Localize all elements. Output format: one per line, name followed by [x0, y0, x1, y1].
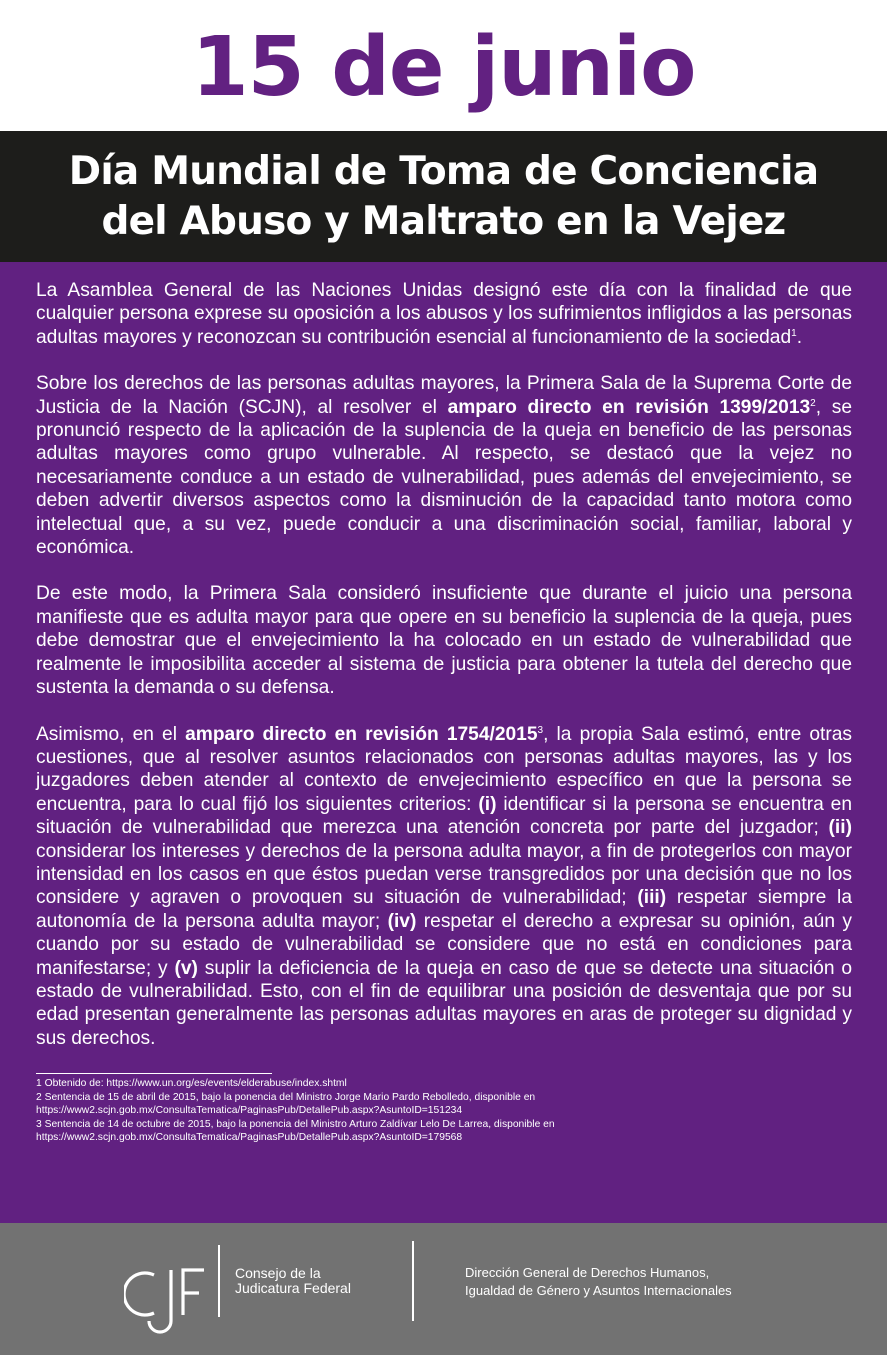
footnotes	[36, 1077, 852, 1145]
organization-name-line-1: Consejo de la	[235, 1265, 321, 1281]
main-content	[0, 262, 887, 1223]
logo-divider	[218, 1245, 220, 1317]
paragraph-4	[36, 723, 852, 1051]
date-header	[0, 0, 887, 131]
department-name	[465, 1264, 732, 1300]
organization-name-line-2: Judicatura Federal	[235, 1280, 351, 1296]
criterion-iii-label: (iii)	[637, 887, 667, 909]
criterion-ii-label: (ii)	[828, 817, 852, 839]
criterion-ii-text: considerar los intereses y derechos de la persona adulta mayor, a fin de protegerlos con mayor intensidad en los casos en que éstos puedan verse transgredidos por una decisión que no los considere y agraven o provoquen su situación de vulnerabilidad;	[36, 840, 852, 909]
footnote-ref-1: 1	[791, 327, 797, 339]
footnote-3: 3 Sentencia de 14 de octubre de 2015, bajo la ponencia del Ministro Arturo Zaldívar Lelo De Larrea, disponible en	[36, 1118, 555, 1130]
case-reference-1399: amparo directo en revisión 1399/2013	[447, 396, 811, 418]
footer	[0, 1223, 887, 1355]
paragraph-1: La Asamblea General de las Naciones Unidas designó este día con la finalidad de que cualquier persona exprese su oposición a los abusos y los sufrimientos infligidos a las personas adultas mayores y reconozcan su contribución esencial al funcionamiento de la sociedad$^1$.	[36, 280, 852, 348]
footnote-divider	[36, 1073, 272, 1074]
footnote-ref-2: 2	[810, 397, 816, 409]
criterion-i-label: (i)	[478, 793, 497, 815]
title-band	[0, 131, 887, 262]
paragraph-4-text-c: , la propia Sala estimó, entre otras cuestiones, que al resolver asuntos relacionados con personas adultas mayores, las y los juzgadores deben atender al contexto de envejecimiento específico en que la persona se encuentra, para lo cual fijó los siguientes criterios:	[36, 723, 853, 815]
paragraph-4-text-a: Asimismo, en el	[36, 723, 186, 745]
footnote-3-url: https://www2.scjn.gob.mx/ConsultaTematica/PaginasPub/DetallePub.aspx?AsuntoID=179568	[36, 1132, 463, 1144]
organization-name	[235, 1266, 351, 1296]
criterion-v-label: (v)	[174, 957, 198, 979]
footnote-1: 1 Obtenido de: https://www.un.org/es/events/elderabuse/index.shtml	[36, 1078, 347, 1090]
department-name-line-1: Dirección General de Derechos Humanos,	[465, 1265, 710, 1280]
footnote-2-url: https://www2.scjn.gob.mx/ConsultaTematica/PaginasPub/DetallePub.aspx?AsuntoID=151234	[36, 1105, 463, 1117]
footnote-ref-3: 3	[537, 724, 544, 736]
paragraph-3: De este modo, la Primera Sala consideró insuficiente que durante el juicio una persona manifieste que es adulta mayor para que opere en su beneficio la suplencia de la queja, pues debe demostrar que el envejecimiento la ha colocado en un estado de vulnerabilidad que realmente le imposibilita acceder al sistema de justicia para obtener la tutela del derecho que sustenta la demanda o su defensa.	[36, 583, 852, 699]
criterion-i-text: identificar si la persona se encuentra en situación de vulnerabilidad que merezca una atención concreta por parte del juzgador;	[36, 793, 853, 839]
paragraph-2	[36, 372, 852, 559]
paragraph-2-text-c: , se pronunció respecto de la aplicación de la suplencia de la queja en beneficio de las personas adultas mayores como grupo vulnerable. Al respecto, se destacó que la vejez no necesariamente conduce a un estado de vulnerabilidad, pues además del envejecimiento, se deben advertir diversos aspectos como la disminución de la capacidad tanto motora como intelectual que, a su vez, puede conducir a una discriminación social, familiar, laboral y económica.	[36, 396, 852, 559]
cjf-logo-icon	[124, 1245, 214, 1335]
criterion-v-text: suplir la deficiencia de la queja en caso de que se detecte una situación o estado de vulnerabilidad. Esto, con el fin de equilibrar una posición de desventaja que por su edad presentan generalmente las personas adultas mayores en aras de proteger su dignidad y sus derechos.	[36, 957, 852, 1049]
title-line-1: Día Mundial de Toma de Conciencia	[68, 148, 819, 194]
title-line-2: del Abuso y Maltrato en la Vejez	[101, 198, 786, 244]
criterion-iv-label: (iv)	[387, 910, 417, 932]
criterion-iii-text: respetar siempre la autonomía de la persona adulta mayor;	[36, 887, 852, 932]
footer-divider	[412, 1241, 414, 1321]
case-reference-1754: amparo directo en revisión 1754/2015	[185, 723, 538, 745]
criterion-iv-text: respetar el derecho a expresar su opinión, aún y cuando por su estado de vulnerabilidad se considere que no está en condiciones para manifestarse; y	[36, 910, 852, 979]
paragraph-2-text-a: Sobre los derechos de las personas adultas mayores, la Primera Sala de la Suprema Corte de Justicia de la Nación (SCJN), al resolver el	[36, 373, 852, 418]
date-title: 15 de junio	[191, 19, 696, 115]
paragraph-1-text: La Asamblea General de las Naciones Unidas designó este día con la finalidad de que cualquier persona exprese su oposición a los abusos y los sufrimientos infligidos a las personas adultas mayores y reconozcan su contribución esencial al funcionamiento de la sociedad	[36, 280, 852, 348]
department-name-line-2: Igualdad de Género y Asuntos Internacionales	[465, 1283, 732, 1298]
footnote-2: 2 Sentencia de 15 de abril de 2015, bajo la ponencia del Ministro Jorge Mario Pardo Rebolledo, disponible en	[36, 1091, 536, 1103]
